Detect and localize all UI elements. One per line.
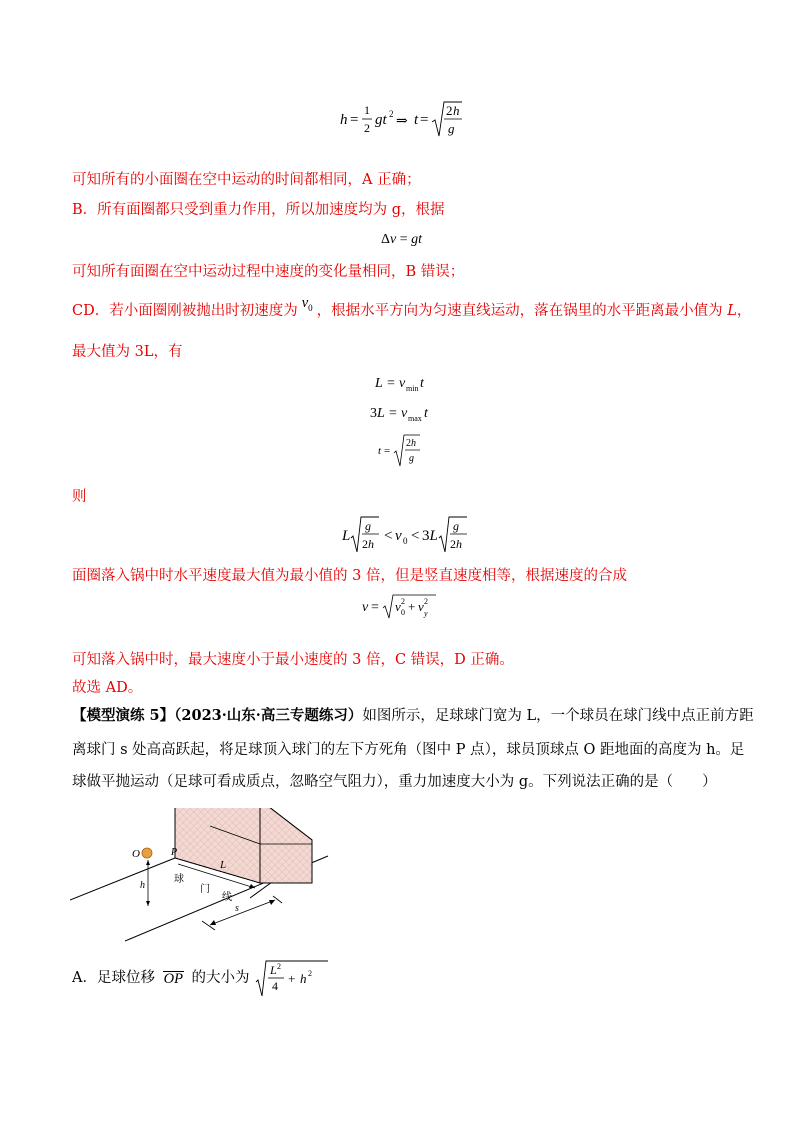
text-line-9: 故选 AD。 bbox=[72, 680, 143, 696]
svg-text:g: g bbox=[365, 519, 371, 533]
formula-v bbox=[362, 592, 442, 627]
svg-text:v: v bbox=[401, 406, 408, 421]
s-arrow bbox=[210, 900, 275, 925]
option-a-prefix: A．足球位移 bbox=[72, 970, 155, 986]
formula-vmin bbox=[375, 372, 445, 399]
text-line-1: 可知所有的小面圈在空中运动的时间都相同，A 正确； bbox=[72, 172, 421, 188]
svg-text:Δv = gt: Δv = gt bbox=[381, 232, 423, 247]
svg-text:h: h bbox=[340, 112, 348, 128]
svg-text:3L: 3L bbox=[422, 528, 438, 544]
svg-text:=: = bbox=[387, 376, 395, 391]
svg-text:L: L bbox=[375, 376, 383, 391]
svg-text:2: 2 bbox=[389, 109, 394, 119]
ball-o bbox=[142, 848, 152, 858]
text-line-6: 则 bbox=[72, 489, 87, 505]
label-p: P bbox=[171, 847, 178, 858]
problem-line-2: 离球门 s 处高高跃起，将足球顶入球门的左下方死角（图中 P 点），球员顶球点 O 距地面的高度为 h。足 bbox=[72, 742, 745, 758]
svg-text:2: 2 bbox=[277, 962, 282, 971]
problem-line-1 bbox=[72, 706, 754, 726]
svg-text:2: 2 bbox=[308, 969, 313, 978]
svg-text:v: v bbox=[362, 600, 369, 615]
svg-text:=: = bbox=[350, 112, 359, 128]
svg-text:0: 0 bbox=[403, 536, 408, 546]
svg-text:2: 2 bbox=[401, 597, 405, 606]
svg-text:L: L bbox=[270, 963, 277, 977]
soccer-goal-figure bbox=[70, 808, 330, 952]
svg-text:=: = bbox=[389, 406, 397, 421]
text-line-8: 可知落入锅中时，最大速度小于最小速度的 3 倍，C 错误，D 正确。 bbox=[72, 652, 514, 668]
option-a-formula bbox=[254, 958, 334, 998]
svg-text:2h: 2h bbox=[406, 438, 416, 449]
svg-text:=: = bbox=[384, 445, 391, 457]
text-line-2: B．所有面圈都只受到重力作用，所以加速度均为 g，根据 bbox=[72, 202, 445, 218]
svg-text:t: t bbox=[414, 112, 419, 128]
svg-text:g: g bbox=[448, 121, 455, 136]
formula-dv bbox=[381, 228, 441, 253]
formula-h bbox=[340, 98, 470, 147]
option-a[interactable] bbox=[72, 958, 334, 998]
svg-text:=: = bbox=[420, 112, 429, 128]
text-line-5: 最大值为 3L，有 bbox=[72, 344, 183, 360]
svg-text:v: v bbox=[418, 599, 424, 614]
svg-text:3L: 3L bbox=[370, 406, 385, 421]
svg-text:h: h bbox=[453, 103, 460, 118]
goal-net-side bbox=[260, 808, 312, 883]
svg-text:g: g bbox=[409, 453, 414, 464]
formula-vmax bbox=[370, 402, 450, 429]
problem-text-1: 如图所示，足球球门宽为 L，一个球员在球门线中点正前方距 bbox=[362, 708, 754, 724]
svg-text:y: y bbox=[424, 609, 428, 618]
svg-text:4: 4 bbox=[272, 979, 279, 993]
svg-text:h: h bbox=[300, 971, 307, 986]
svg-text:+: + bbox=[288, 971, 296, 986]
svg-text:2: 2 bbox=[424, 597, 428, 606]
svg-text:=: = bbox=[371, 600, 379, 615]
goal-line-char-2: 门 bbox=[200, 884, 210, 895]
svg-text:2h: 2h bbox=[450, 537, 462, 551]
svg-text:v: v bbox=[395, 599, 401, 614]
problem-source: （2023·山东·高三专题练习） bbox=[174, 707, 363, 724]
ground-line-front bbox=[70, 858, 175, 900]
svg-text:1: 1 bbox=[364, 103, 370, 117]
svg-text:⇒: ⇒ bbox=[396, 113, 408, 129]
text-line-3: 可知所有面圈在空中运动过程中速度的变化量相同，B 错误； bbox=[72, 264, 465, 280]
svg-text:2: 2 bbox=[446, 103, 453, 118]
svg-text:gt: gt bbox=[375, 112, 387, 128]
formula-t bbox=[378, 432, 438, 475]
text-line-7: 面圈落入锅中时水平速度最大值为最小值的 3 倍，但是竖直速度相等，根据速度的合成 bbox=[72, 568, 627, 584]
svg-text:2h: 2h bbox=[362, 537, 374, 551]
svg-text:L: L bbox=[342, 528, 351, 544]
option-a-mid: 的大小为 bbox=[191, 970, 250, 986]
label-o: O bbox=[132, 848, 140, 860]
label-s: s bbox=[235, 903, 239, 914]
svg-text:2: 2 bbox=[364, 121, 370, 135]
problem-line-3: 球做平抛运动（足球可看成质点，忽略空气阻力），重力加速度大小为 g。下列说法正确的是（ ） bbox=[72, 774, 717, 790]
soccer-goal-svg bbox=[70, 808, 330, 948]
svg-text:v: v bbox=[395, 528, 402, 544]
formula-inequality bbox=[342, 512, 472, 561]
svg-text:g: g bbox=[453, 519, 459, 533]
svg-text:min: min bbox=[406, 384, 419, 393]
svg-text:t: t bbox=[420, 376, 424, 391]
svg-text:+: + bbox=[408, 599, 416, 614]
svg-text:<: < bbox=[411, 528, 420, 544]
goal-line-char-3: 线 bbox=[222, 892, 232, 903]
svg-text:t: t bbox=[424, 406, 428, 421]
problem-tag: 【模型演练 5】 bbox=[72, 707, 175, 724]
svg-text:0: 0 bbox=[401, 608, 405, 617]
svg-text:v: v bbox=[399, 376, 406, 391]
text-line-4: CD．若小面圈刚被抛出时初速度为 $v_0$ ，根据水平方向为匀速直线运动，落在锅里的水平距离最小值为 L， bbox=[72, 295, 752, 319]
svg-text:t: t bbox=[378, 445, 382, 457]
label-h: h bbox=[140, 880, 145, 891]
svg-text:<: < bbox=[384, 528, 393, 544]
formula-h-svg bbox=[340, 98, 470, 142]
label-l: L bbox=[220, 859, 227, 871]
svg-text:max: max bbox=[408, 414, 422, 423]
option-a-vector: OP bbox=[163, 970, 183, 987]
goal-line-char-1: 球 bbox=[174, 874, 184, 885]
